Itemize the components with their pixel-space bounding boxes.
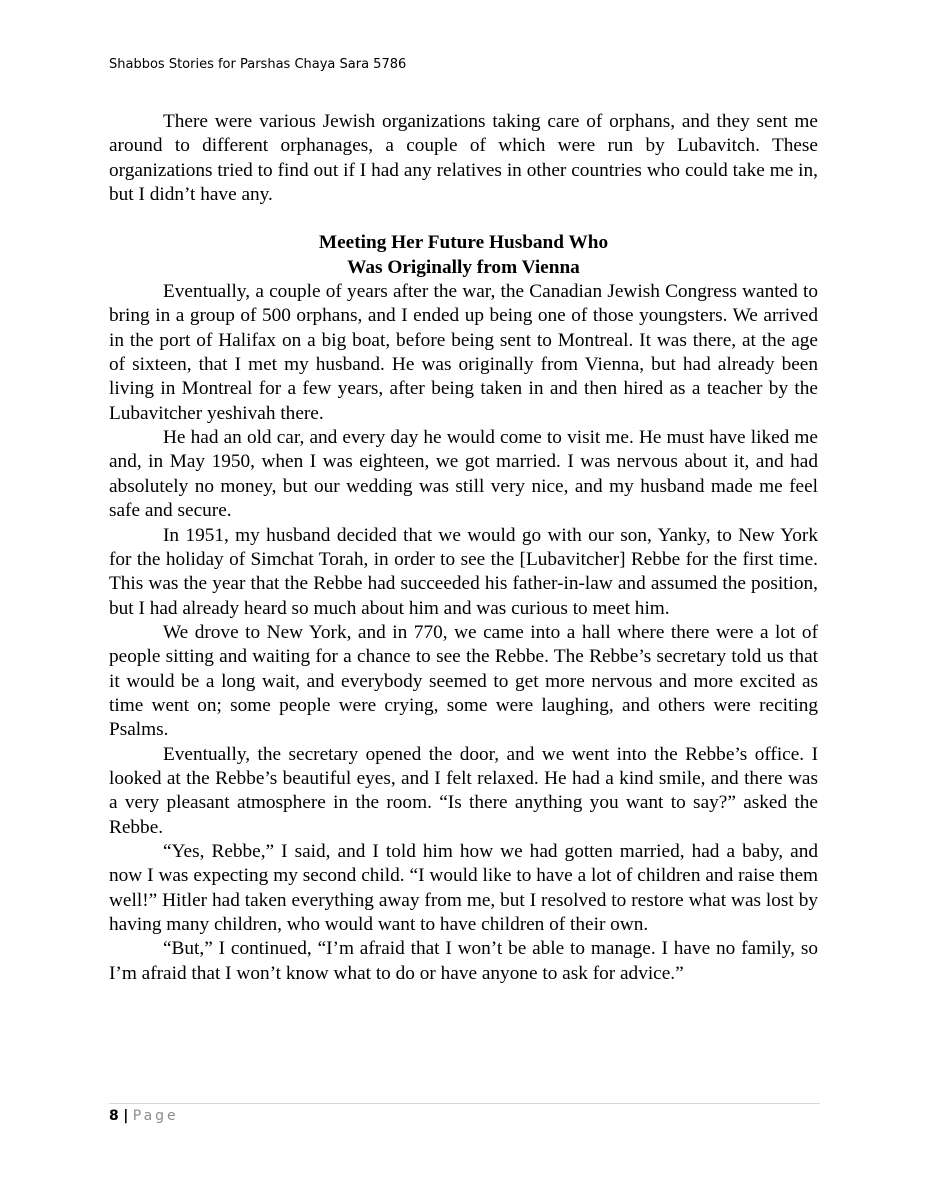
body-paragraph: Eventually, the secretary opened the door, and we went into the Rebbe’s office. I looked at the Rebbe’s beautiful eyes, and I felt relaxed. He had a kind smile, and there was a very pleasant atmosphere in the room. “Is there anything you want to say?” asked the Rebbe.	[109, 743, 818, 838]
section-heading-line-2: Was Originally from Vienna	[347, 256, 580, 278]
intro-paragraph: There were various Jewish organizations taking care of orphans, and they sent me around to different orphanages, a couple of which were run by Lubavitch. These organizations tried to find out if I had any relatives in other countries who could take me in, but I didn’t have any.	[109, 111, 818, 206]
page-number: 8	[109, 1108, 119, 1124]
section-heading	[109, 231, 818, 280]
body-paragraph: “But,” I continued, “I’m afraid that I won’t be able to manage. I have no family, so I’m afraid that I won’t know what to do or have anyone to ask for advice.”	[109, 938, 818, 984]
page-label: Page	[132, 1108, 179, 1124]
body-paragraph: In 1951, my husband decided that we would go with our son, Yanky, to New York for the holiday of Simchat Torah, in order to see the [Lubavitcher] Rebbe for the first time. This was the year that the Rebbe had succeeded his father-in-law and assumed the position, but I had already heard so much about him and was curious to meet him.	[109, 524, 818, 619]
section-heading-line-1: Meeting Her Future Husband Who	[318, 232, 609, 254]
footer-separator: |	[123, 1108, 129, 1124]
footer-divider	[109, 1103, 820, 1104]
page-body	[109, 110, 818, 986]
body-paragraph: Eventually, a couple of years after the war, the Canadian Jewish Congress wanted to bring in a group of 500 orphans, and I ended up being one of those youngsters. We arrived in the port of Halifax on a big boat, before being sent to Montreal. It was there, at the age of sixteen, that I met my husband. He was originally from Vienna, but had already been living in Montreal for a few years, after being taken in and then hired as a teacher by the Lubavitcher yeshivah there.	[109, 281, 818, 424]
body-paragraph: “Yes, Rebbe,” I said, and I told him how we had gotten married, had a baby, and now I was expecting my second child. “I would like to have a lot of children and raise them well!” Hitler had taken everything away from me, but I resolved to restore what was lost by having many children, who would want to have children of their own.	[109, 840, 818, 935]
body-paragraph: We drove to New York, and in 770, we came into a hall where there were a lot of people sitting and waiting for a chance to see the Rebbe. The Rebbe’s secretary told us that it would be a long wait, and everybody seemed to get more nervous and more excited as time went on; some people were crying, some were laughing, and others were reciting Psalms.	[109, 621, 818, 741]
running-header: Shabbos Stories for Parshas Chaya Sara 5786	[109, 57, 407, 72]
page-footer	[109, 1106, 179, 1126]
body-paragraph: He had an old car, and every day he would come to visit me. He must have liked me and, in May 1950, when I was eighteen, we got married. I was nervous about it, and had absolutely no money, but our wedding was still very nice, and my husband made me feel safe and secure.	[109, 427, 818, 522]
